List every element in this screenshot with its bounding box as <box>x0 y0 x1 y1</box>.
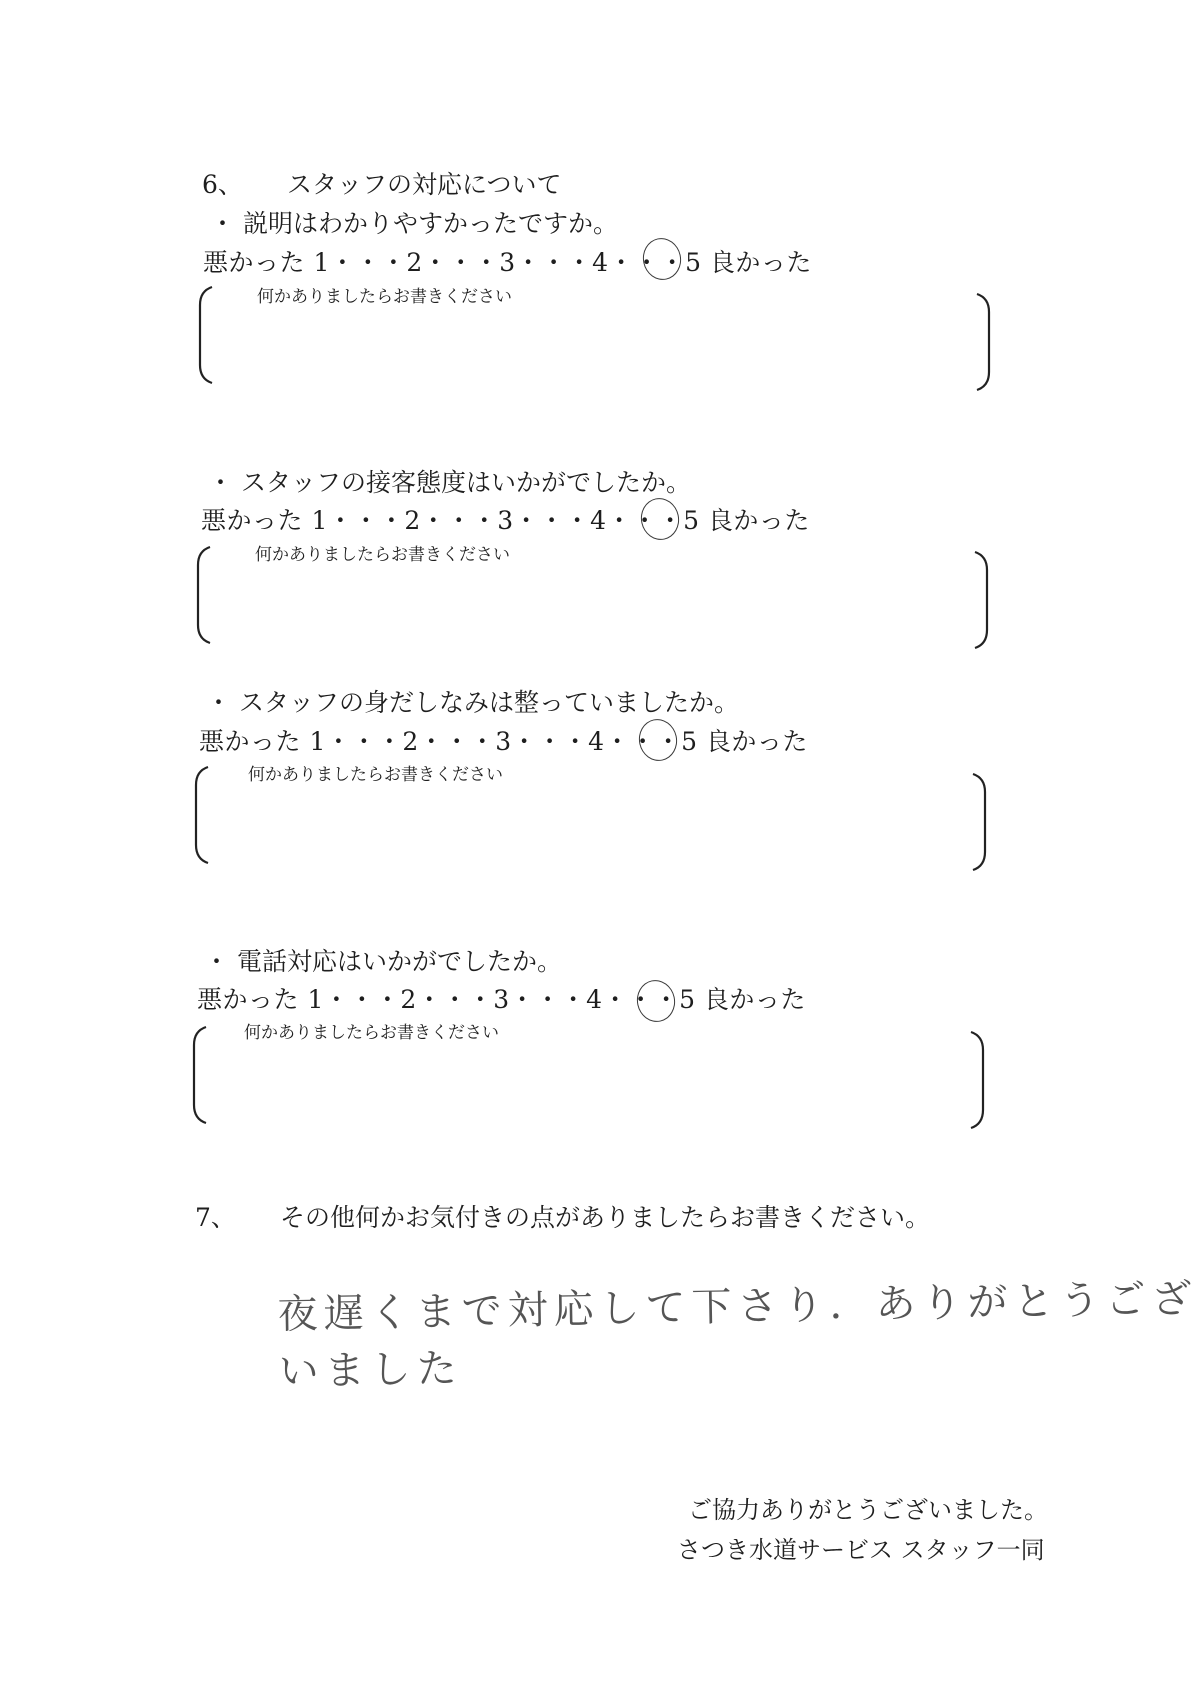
handwritten-answer: 夜遅くまで対応して下さり．ありがとうございました <box>277 1275 1198 1396</box>
comment-box-3[interactable] <box>212 775 964 860</box>
question-1: ・ 説明はわかりやすかったですか。 <box>210 209 618 238</box>
rating-scale-4: 悪かった 1・・・2・・・3・・・4・・・5 良かった <box>197 985 806 1014</box>
closing-thanks: ご協力ありがとうございました。 <box>688 1496 1048 1524</box>
comment-box-left-bracket-4 <box>190 1025 210 1125</box>
question-3: ・ スタッフの身だしなみは整っていましたか。 <box>206 688 739 717</box>
question-2: ・ スタッフの接客態度はいかがでしたか。 <box>208 468 691 497</box>
section-7-number: 7、 <box>195 1203 236 1232</box>
rating-scale-3: 悪かった 1・・・2・・・3・・・4・・・5 良かった <box>199 727 808 756</box>
comment-box-2[interactable] <box>214 555 966 640</box>
comment-box-left-bracket-2 <box>194 545 214 645</box>
comment-label-1: 何かありましたらお書きください <box>257 287 512 307</box>
comment-box-right-bracket-4 <box>967 1030 987 1130</box>
question-4: ・ 電話対応はいかがでしたか。 <box>204 947 562 976</box>
comment-label-4: 何かありましたらお書きください <box>244 1023 499 1043</box>
comment-box-4[interactable] <box>210 1035 962 1120</box>
comment-box-left-bracket-1 <box>196 285 216 385</box>
comment-box-1[interactable] <box>216 295 968 380</box>
rating-scale-1: 悪かった 1・・・2・・・3・・・4・・・5 良かった <box>203 248 812 277</box>
section-6-number: 6、 <box>202 170 243 199</box>
comment-box-right-bracket-3 <box>969 772 989 872</box>
comment-label-3: 何かありましたらお書きください <box>248 765 503 785</box>
section-6-title: スタッフの対応について <box>287 170 562 199</box>
section-7-title: その他何かお気付きの点がありましたらお書きください。 <box>280 1203 931 1232</box>
comment-box-right-bracket-2 <box>971 550 991 650</box>
comment-label-2: 何かありましたらお書きください <box>255 545 510 565</box>
comment-box-right-bracket-1 <box>973 292 993 392</box>
rating-scale-2: 悪かった 1・・・2・・・3・・・4・・・5 良かった <box>201 506 810 535</box>
comment-box-left-bracket-3 <box>192 765 212 865</box>
closing-signature: さつき水道サービス スタッフ一同 <box>677 1536 1045 1564</box>
